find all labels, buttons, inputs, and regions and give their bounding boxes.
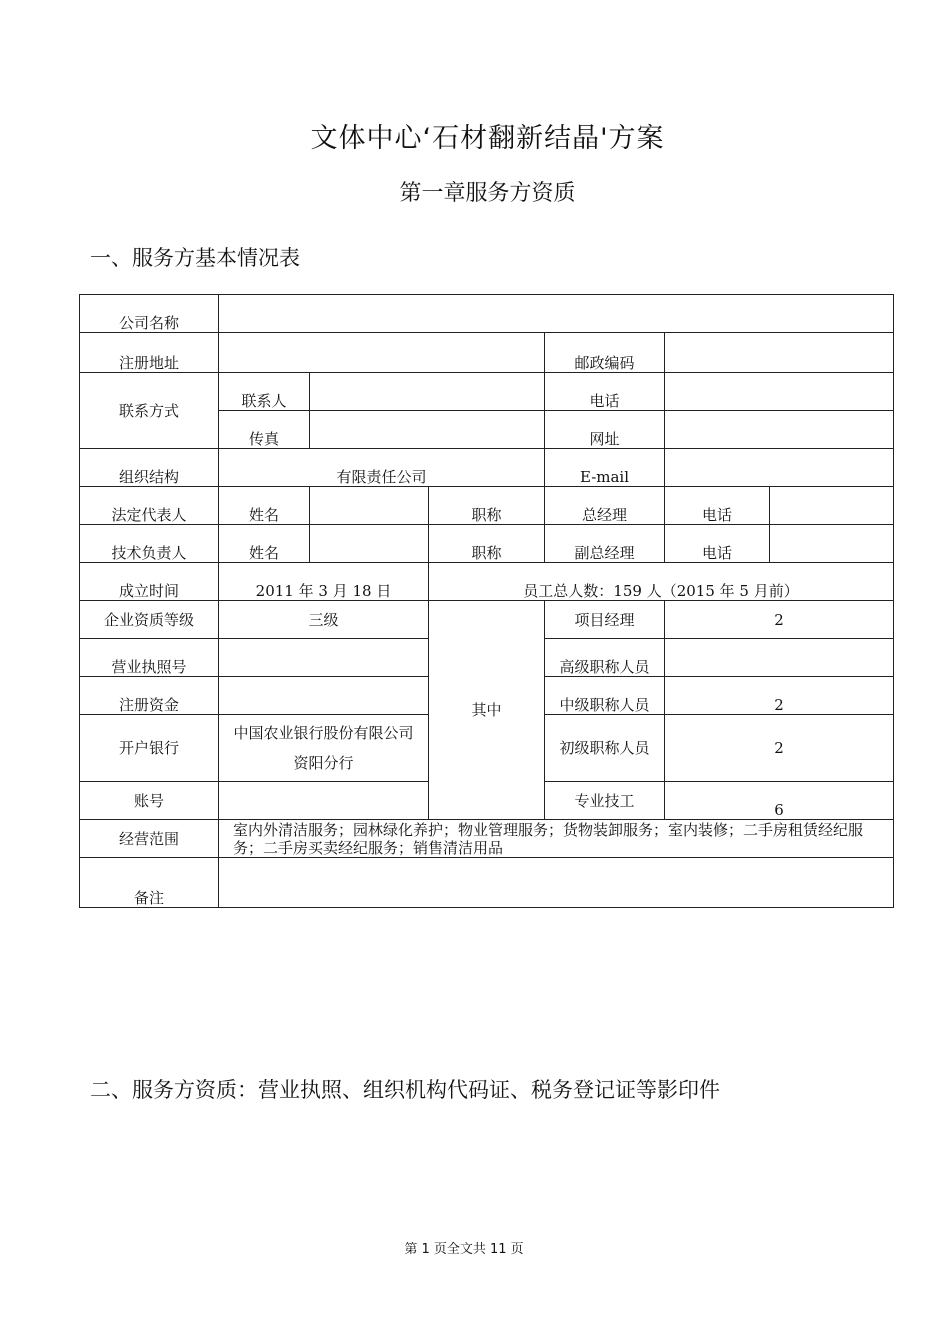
postcode-label: 邮政编码 bbox=[545, 333, 665, 373]
contact-person-value bbox=[310, 373, 545, 411]
legal-rep-label: 法定代表人 bbox=[80, 487, 219, 525]
phone-label: 电话 bbox=[545, 373, 665, 411]
middle-title-label: 中级职称人员 bbox=[545, 677, 665, 715]
section-heading-qualifications: 二、服务方资质：营业执照、组织机构代码证、税务登记证等影印件 bbox=[90, 1078, 720, 1102]
phone-value bbox=[665, 373, 894, 411]
fax-value bbox=[310, 411, 545, 449]
bank-label: 开户银行 bbox=[80, 715, 219, 782]
account-value bbox=[219, 782, 429, 820]
founded-value: 2011 年 3 月 18 日 bbox=[219, 563, 429, 601]
table-row bbox=[80, 525, 894, 563]
staff-total: 员工总人数：159 人（2015 年 5 月前） bbox=[429, 563, 894, 601]
document-title: 文体中心‘石材翻新结晶'方案 bbox=[310, 123, 665, 154]
table-row bbox=[80, 373, 894, 411]
reg-address-value bbox=[219, 333, 545, 373]
qualification-value: 三级 bbox=[219, 601, 429, 639]
table-row bbox=[80, 295, 894, 333]
tech-lead-title-label: 职称 bbox=[429, 525, 545, 563]
postcode-value bbox=[665, 333, 894, 373]
tech-lead-phone-value bbox=[770, 525, 894, 563]
section-heading-basic-info: 一、服务方基本情况表 bbox=[90, 246, 300, 270]
email-value bbox=[665, 449, 894, 487]
table-row bbox=[80, 333, 894, 373]
tech-lead-label: 技术负责人 bbox=[80, 525, 219, 563]
service-provider-info-table bbox=[79, 294, 894, 908]
junior-title-value: 2 bbox=[665, 715, 894, 782]
reg-address-label: 注册地址 bbox=[80, 333, 219, 373]
legal-rep-name-value bbox=[310, 487, 429, 525]
page-footer: 第 1 页全文共 11 页 bbox=[404, 1242, 524, 1257]
contact-label: 联系方式 bbox=[80, 373, 219, 449]
table-row bbox=[80, 487, 894, 525]
senior-title-value bbox=[665, 639, 894, 677]
table-row bbox=[80, 820, 894, 858]
junior-title-label: 初级职称人员 bbox=[545, 715, 665, 782]
senior-title-label: 高级职称人员 bbox=[545, 639, 665, 677]
license-label: 营业执照号 bbox=[80, 639, 219, 677]
legal-rep-phone-label: 电话 bbox=[665, 487, 770, 525]
org-value: 有限责任公司 bbox=[219, 449, 545, 487]
org-label: 组织结构 bbox=[80, 449, 219, 487]
table-row bbox=[80, 858, 894, 908]
fax-label: 传真 bbox=[219, 411, 310, 449]
remark-value bbox=[219, 858, 894, 908]
website-label: 网址 bbox=[545, 411, 665, 449]
tech-worker-value: 6 bbox=[665, 782, 894, 820]
company-name-label: 公司名称 bbox=[80, 295, 219, 333]
table-row bbox=[80, 601, 894, 639]
chapter-title: 第一章服务方资质 bbox=[399, 181, 576, 206]
account-label: 账号 bbox=[80, 782, 219, 820]
project-manager-value: 2 bbox=[665, 601, 894, 639]
tech-lead-name-label: 姓名 bbox=[219, 525, 310, 563]
founded-label: 成立时间 bbox=[80, 563, 219, 601]
tech-worker-label: 专业技工 bbox=[545, 782, 665, 820]
tech-lead-name-value bbox=[310, 525, 429, 563]
company-name-value bbox=[219, 295, 894, 333]
project-manager-label: 项目经理 bbox=[545, 601, 665, 639]
legal-rep-name-label: 姓名 bbox=[219, 487, 310, 525]
legal-rep-phone-value bbox=[770, 487, 894, 525]
legal-rep-title-value: 总经理 bbox=[545, 487, 665, 525]
email-label: E-mail bbox=[545, 449, 665, 487]
capital-value bbox=[219, 677, 429, 715]
scope-value: 室内外清洁服务；园林绿化养护；物业管理服务；货物装卸服务；室内装修；二手房租赁经纪服务；二手房买卖经纪服务；销售清洁用品 bbox=[219, 820, 894, 858]
website-value bbox=[665, 411, 894, 449]
middle-title-value: 2 bbox=[665, 677, 894, 715]
qualification-label: 企业资质等级 bbox=[80, 601, 219, 639]
tech-lead-phone-label: 电话 bbox=[665, 525, 770, 563]
remark-label: 备注 bbox=[80, 858, 219, 908]
table-row bbox=[80, 449, 894, 487]
capital-label: 注册资金 bbox=[80, 677, 219, 715]
scope-label: 经营范围 bbox=[80, 820, 219, 858]
contact-person-label: 联系人 bbox=[219, 373, 310, 411]
bank-value: 中国农业银行股份有限公司资阳分行 bbox=[219, 715, 429, 782]
license-value bbox=[219, 639, 429, 677]
table-row bbox=[80, 563, 894, 601]
among-label: 其中 bbox=[429, 601, 545, 820]
tech-lead-title-value: 副总经理 bbox=[545, 525, 665, 563]
legal-rep-title-label: 职称 bbox=[429, 487, 545, 525]
